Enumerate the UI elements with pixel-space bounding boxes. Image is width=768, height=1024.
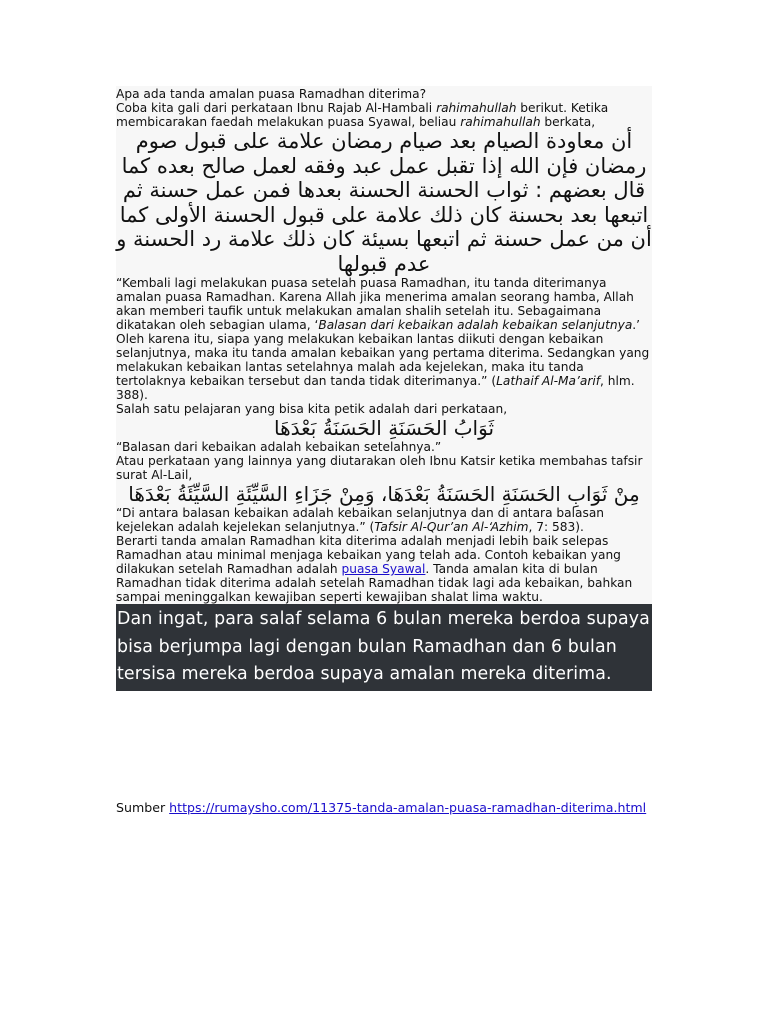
lesson-intro: Salah satu pelajaran yang bisa kita petik adalah dari perkataan,: [116, 402, 508, 416]
intro-paragraph: [116, 101, 652, 129]
ibnu-katsir-intro: Atau perkataan yang lainnya yang diutarakan oleh Ibnu Katsir ketika membahas tafsir surat Al-Lail,: [116, 454, 643, 482]
translation-emphasis: Balasan dari kebaikan adalah kebaikan selanjutnya: [318, 318, 633, 332]
translation-citation-title: Lathaif Al-Ma’arif: [496, 374, 601, 388]
translation-text-2: .’ Oleh karena itu, siapa yang melakukan kebaikan lantas diikuti dengan kebaikan selanjutnya, maka itu tanda amalan kebaikan yang pertama diterima. Sedangkan yang melakukan kebaikan lantas setelahnya malah ada kejelekan, maka itu tanda tertolaknya kebaikan tersebut dan tanda tidak diterimanya.” (: [116, 318, 650, 388]
callout-text: Dan ingat, para salaf selama 6 bulan mereka berdoa supaya bisa berjumpa lagi dengan bulan Ramadhan dan 6 bulan tersisa mereka berdoa supaya amalan mereka diterima.: [117, 609, 650, 684]
conclusion-text: Berarti tanda amalan Ramadhan kita diterima adalah menjadi lebih baik selepas Ramadhan atau minimal menjaga kebaikan yang telah ada. Contoh kebaikan yang dilakukan setelah Ramadhan adalah: [116, 534, 621, 576]
arabic-saying: ثَوَابُ الحَسَنَةِ الحَسَنَةُ بَعْدَهَا: [273, 416, 495, 440]
document-page: [116, 86, 652, 691]
source-line: [116, 800, 652, 815]
conclusion-text-2: . Tanda amalan kita di bulan Ramadhan tidak diterima adalah setelah Ramadhan tidak lagi ada kebaikan, bahkan sampai meninggalkan kewajiban seperti kewajiban shalat lima waktu.: [116, 562, 633, 604]
translation-text: “Kembali lagi melakukan puasa setelah puasa Ramadhan, itu tanda diterimanya amalan puasa Ramadhan. Karena Allah jika menerima amalan seorang hamba, Allah akan memberi taufik untuk melakukan amalan shalih setelah itu. Sebagaimana dikatakan oleh sebagian ulama, ‘: [116, 276, 634, 332]
katsir-translation-text: “Di antara balasan kebaikan adalah kebaikan selanjutnya dan di antara balasan kejelekan adalah kejelekan selanjutnya.” (: [116, 506, 605, 534]
article-body: [116, 86, 652, 604]
katsir-citation-title: Tafsir Al-Qur’an Al-‘Azhim: [374, 520, 529, 534]
source-link[interactable]: https://rumaysho.com/11375-tanda-amalan-puasa-ramadhan-diterima.html: [169, 800, 647, 815]
arabic-quote: أن معاودة الصيام بعد صيام رمضان علامة على قبول صوم رمضان فإن الله إذا تقبل عمل عبد وفقه لعمل صالح بعده كما قال بعضهم : ثواب الحسنة الحسنة بعدها فمن عمل حسنة ثم اتبعها بعد بحسنة كان ذلك علامة على قبول الحسنة الأولى كما أن من عمل حسنة ثم اتبعها بسيئة كان ذلك علامة رد الحسنة و عدم قبولها: [116, 129, 652, 276]
translation-citation: , hlm. 388).: [116, 374, 635, 402]
question-text: Apa ada tanda amalan puasa Ramadhan diterima?: [116, 87, 427, 101]
translation-paragraph: [116, 276, 652, 402]
saying-translation: “Balasan dari kebaikan adalah kebaikan setelahnya.”: [116, 440, 442, 454]
callout-box: [116, 604, 652, 691]
intro-text: Coba kita gali dari perkataan Ibnu Rajab Al-Hambali: [116, 101, 437, 115]
katsir-citation: , 7: 583).: [528, 520, 584, 534]
katsir-translation: [116, 506, 652, 534]
puasa-syawal-link[interactable]: puasa Syawal: [341, 562, 426, 576]
intro-text-3: berkata,: [540, 115, 596, 129]
intro-emphasis-2: rahimahullah: [460, 115, 541, 129]
source-label: Sumber: [116, 800, 170, 815]
conclusion-paragraph: [116, 534, 652, 604]
intro-emphasis: rahimahullah: [436, 101, 517, 115]
arabic-katsir: مِنْ ثَوَابِ الحَسَنَةِ الحَسَنَةُ بَعْدَهَا، وَمِنْ جَزَاءِ السَّيِّئَةِ السَّيِّئَةُ بَعْدَهَا: [128, 482, 640, 506]
intro-text-2: berikut. Ketika membicarakan faedah melakukan puasa Syawal, beliau: [116, 101, 609, 129]
question-line: [116, 87, 652, 101]
